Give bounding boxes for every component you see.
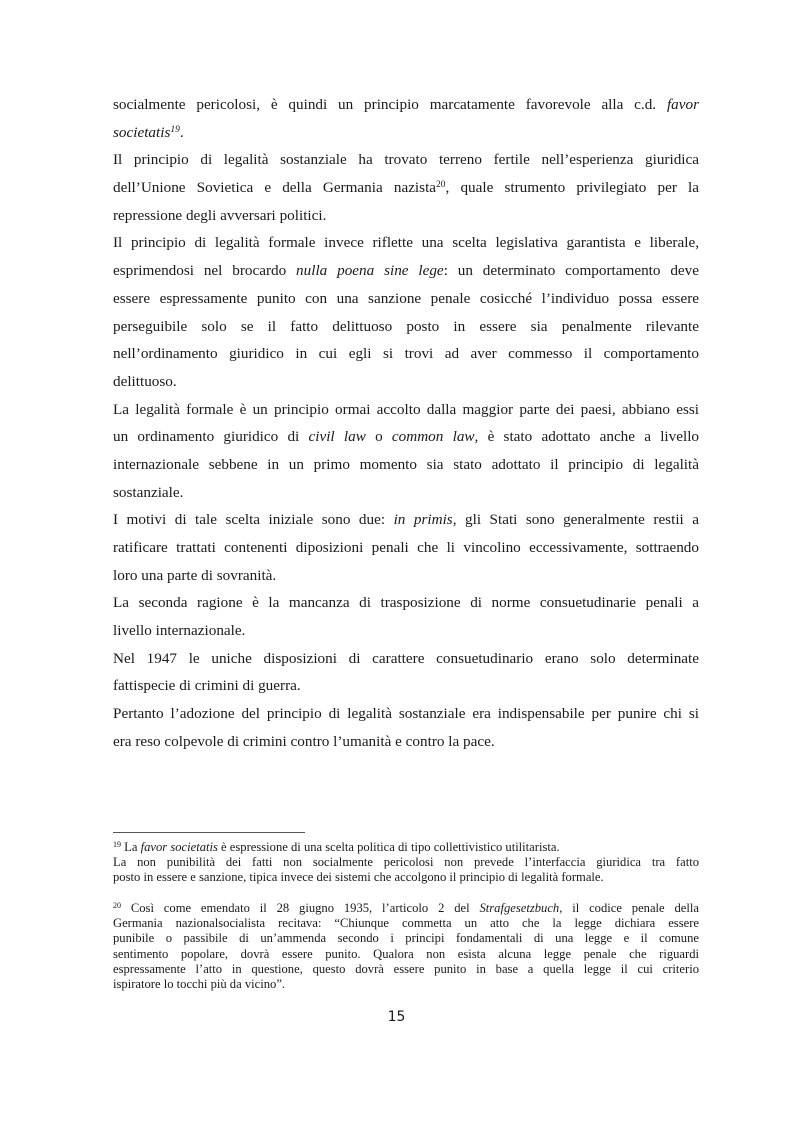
- text-run: Il principio di legalità formale invece riflette una scelta legislativa garantista e liberale,: [113, 234, 699, 252]
- body-line: [113, 313, 699, 341]
- text-run: ratificare trattati contenenti diposizioni penali che li vincolino eccessivamente, sottraendo: [113, 539, 699, 556]
- text-run: repressione degli avversari politici.: [113, 206, 327, 224]
- footnote-19-line: [113, 870, 699, 885]
- text-run: sentimento popolare, dovrà essere punito. Qualora non esista alcuna legge penale che riguardi: [113, 946, 699, 961]
- body-line: [113, 146, 699, 174]
- body-line: [113, 91, 699, 119]
- footnote-20-line: [113, 901, 699, 916]
- text-run: delittuoso.: [113, 372, 177, 390]
- text-run: Il principio di legalità sostanziale ha trovato terreno fertile nell’esperienza giuridica: [113, 151, 699, 169]
- text-run: socialmente pericolosi, è quindi un principio marcatamente favorevole alla c.d.: [113, 96, 667, 113]
- italic-text: in primis: [393, 511, 453, 529]
- text-run: Così come emendato il 28 giugno 1935, l’articolo 2 del: [121, 901, 480, 916]
- body-line: [113, 506, 699, 534]
- footnote-separator: [113, 832, 305, 833]
- text-run: Pertanto l’adozione del principio di legalità sostanziale era indispensabile per punire chi si: [113, 705, 699, 723]
- text-run: fattispecie di crimini di guerra.: [113, 677, 301, 695]
- text-run: sostanziale.: [113, 483, 184, 501]
- text-run: punibile o passibile di un’ammenda secondo i principi fondamentali di una legge e il comune: [113, 931, 699, 946]
- text-run: nell’ordinamento giuridico in cui egli si trovi ad aver commesso il comportamento: [113, 345, 699, 363]
- footnote-ref: 20: [113, 901, 121, 911]
- footnote-19-line: [113, 840, 699, 855]
- footnote-20-line: [113, 931, 699, 946]
- body-line: [113, 368, 699, 396]
- body-line: [113, 174, 699, 202]
- italic-text: favor: [666, 96, 699, 113]
- footnote-20-line: [113, 916, 699, 931]
- text-run: livello internazionale.: [113, 622, 246, 640]
- text-run: perseguibile solo se il fatto delittuoso posto in essere sia penalmente rilevante: [113, 317, 699, 335]
- body-line: [113, 645, 699, 673]
- text-run: , è stato adottato anche a livello: [474, 428, 700, 446]
- body-line: [113, 340, 699, 368]
- italic-text: nulla poena sine lege: [296, 262, 444, 280]
- body-line: [113, 119, 699, 147]
- text-run: posto in essere e sanzione, tipica invece dei sistemi che accolgono il principio di legalità formale.: [113, 870, 604, 885]
- body-line: [113, 202, 699, 230]
- footnote-ref: 19: [113, 840, 121, 849]
- page-number: 15: [387, 1009, 406, 1025]
- body-text: [113, 91, 699, 756]
- text-run: Germania nazionalsocialista recitava: “Chiunque commetta un atto che la legge dichiara essere: [113, 916, 699, 931]
- body-line: [113, 728, 699, 756]
- footnote-20-line: [113, 977, 699, 992]
- footnote-20-line: [113, 947, 699, 962]
- text-run: La: [121, 840, 141, 854]
- text-run: , gli Stati sono generalmente restii a: [452, 511, 699, 529]
- body-line: [113, 672, 699, 700]
- footnote-20-line: [113, 962, 699, 977]
- body-line: [113, 451, 699, 479]
- body-line: [113, 534, 699, 562]
- body-line: [113, 396, 699, 424]
- italic-text: societatis: [113, 123, 171, 141]
- body-line: [113, 479, 699, 507]
- text-run: : un determinato comportamento deve: [443, 262, 699, 280]
- text-run: La seconda ragione è la mancanza di trasposizione di norme consuetudinarie penali a: [113, 594, 699, 612]
- text-run: I motivi di tale scelta iniziale sono due:: [113, 511, 394, 529]
- text-run: esprimendosi nel brocardo: [113, 262, 297, 280]
- body-line: [113, 229, 699, 257]
- text-run: internazionale sebbene in un primo momento sia stato adottato il principio di legalità: [113, 455, 699, 473]
- text-run: .: [179, 123, 184, 141]
- italic-text: common law: [391, 428, 475, 446]
- body-line: [113, 257, 699, 285]
- text-run: ispiratore lo tocchi più da vicino”.: [113, 976, 286, 991]
- body-line: [113, 423, 699, 451]
- text-run: essere espressamente punito con una sanzione penale cosicché l’individuo possa essere: [113, 289, 699, 307]
- text-run: La non punibilità dei fatti non socialmente pericolosi non prevede l’interfaccia giuridica tra fatto: [113, 855, 699, 870]
- body-line: [113, 617, 699, 645]
- body-line: [113, 700, 699, 728]
- footnote-ref: 19: [170, 124, 180, 135]
- text-run: dell’Unione Sovietica e della Germania nazista: [113, 179, 437, 197]
- text-run: o: [365, 428, 392, 446]
- body-line: [113, 285, 699, 313]
- text-run: è espressione di una scelta politica di tipo collettivistico utilitarista.: [217, 840, 560, 854]
- footnote-gap: [113, 885, 699, 901]
- body-line: [113, 589, 699, 617]
- text-run: un ordinamento giuridico di: [113, 428, 309, 446]
- text-run: espressamente l’atto in questione, questo dovrà essere punito in base a quella legge il cui criterio: [113, 961, 699, 976]
- footnote-ref: 20: [436, 180, 446, 191]
- italic-text: civil law: [308, 428, 366, 446]
- footnote-19-line: [113, 855, 699, 870]
- text-run: La legalità formale è un principio ormai accolto dalla maggior parte dei paesi, abbiano essi: [113, 400, 699, 418]
- body-line: [113, 562, 699, 590]
- text-run: , quale strumento privilegiato per la: [445, 179, 699, 197]
- text-run: era reso colpevole di crimini contro l’umanità e contro la pace.: [113, 732, 495, 750]
- text-run: , il codice penale della: [559, 901, 699, 916]
- italic-text: favor societatis: [140, 840, 218, 854]
- text-run: Nel 1947 le uniche disposizioni di carattere consuetudinario erano solo determinate: [113, 649, 699, 667]
- text-run: loro una parte di sovranità.: [113, 566, 277, 584]
- italic-text: Strafgesetzbuch: [479, 901, 560, 916]
- footnotes: [113, 840, 699, 992]
